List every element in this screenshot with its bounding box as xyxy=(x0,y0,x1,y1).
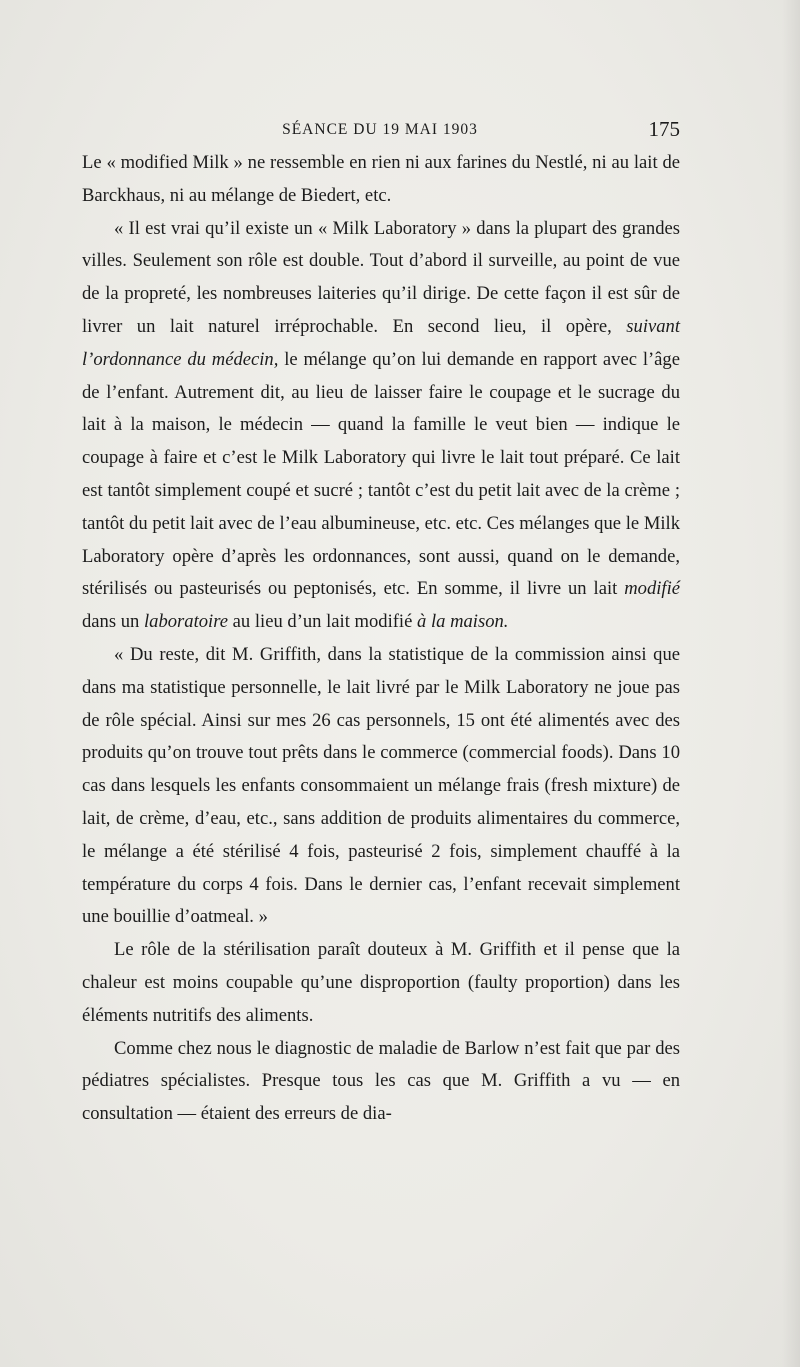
text-run: dans un xyxy=(82,611,144,633)
paragraph xyxy=(82,639,680,934)
text-run: « Du reste, dit M. Griffith, dans la statistique de la commission ainsi que dans ma statistique personnelle, le lait livré par le Milk Laboratory ne joue pas de rôle spécial. Ainsi sur mes 26 cas personnels, 15 ont été alimentés avec des produits qu’on trouve tout prêts dans le commerce (commercial foods). Dans 10 cas dans lesquels les enfants consommaient un mélange frais (fresh mixture) de lait, de crème, d’eau, etc., sans addition de produits alimentaires du commerce, le mélange a été stérilisé 4 fois, pasteurisé 2 fois, simplement chauffé à la température du corps 4 fois. Dans le dernier cas, l’enfant recevait simplement une bouillie d’oatmeal. » xyxy=(82,643,680,928)
text-run: « Il est vrai qu’il existe un « Milk Laboratory » dans la plupart des grandes villes. Seulement son rôle est double. Tout d’abord il surveille, au point de vue de la propreté, les nombreuses laiteries qu’il dirige. De cette façon il est sûr de livrer un lait naturel irréprochable. En second lieu, il opère, xyxy=(82,217,680,337)
page-number: 175 xyxy=(648,117,680,141)
text-run: Comme chez nous le diagnostic de maladie de Barlow n’est fait que par des pédiatres spécialistes. Presque tous les cas que M. Griffith a vu — en consultation — étaient des erreurs de dia- xyxy=(82,1037,680,1125)
text-run: le mélange qu’on lui demande en rapport avec l’âge de l’enfant. Autrement dit, au lieu de laisser faire le coupage et le sucrage du lait à la maison, le médecin — quand la famille le veut bien — indique le coupage à faire et c’est le Milk Laboratory qui livre le lait tout préparé. Ce lait est tantôt simplement coupé et sucré ; tantôt c’est du petit lait avec de la crème ; tantôt du petit lait avec de l’eau albumineuse, etc. etc. Ces mélanges que le Milk Laboratory opère d’après les ordonnances, sont aussi, quand on le demande, stérilisés ou pasteurisés ou peptonisés, etc. En somme, il livre un lait xyxy=(82,348,680,600)
text-run: au lieu d’un lait modifié xyxy=(228,611,418,633)
italic-text: à la maison. xyxy=(417,611,509,633)
paragraph xyxy=(82,147,680,213)
text-run: Le « modified Milk » ne ressemble en rien ni aux farines du Nestlé, ni au lait de Barckhaus, ni au mélange de Biedert, etc. xyxy=(82,152,680,206)
running-head: SÉANCE DU 19 MAI 1903 xyxy=(282,121,478,138)
paragraph xyxy=(82,934,680,1032)
paragraph xyxy=(82,1033,680,1131)
paragraph xyxy=(82,213,680,639)
page-header xyxy=(80,117,680,143)
page-edge-shadow xyxy=(782,0,800,1367)
body-text xyxy=(82,147,680,1131)
italic-text: laboratoire xyxy=(143,611,229,633)
text-run: Le rôle de la stérilisation paraît douteux à M. Griffith et il pense que la chaleur est moins coupable qu’une disproportion (faulty proportion) dans les éléments nutritifs des aliments. xyxy=(82,939,680,1026)
italic-text: suivant l’ordonnance du médecin, xyxy=(82,315,680,370)
italic-text: modifié xyxy=(624,578,680,600)
